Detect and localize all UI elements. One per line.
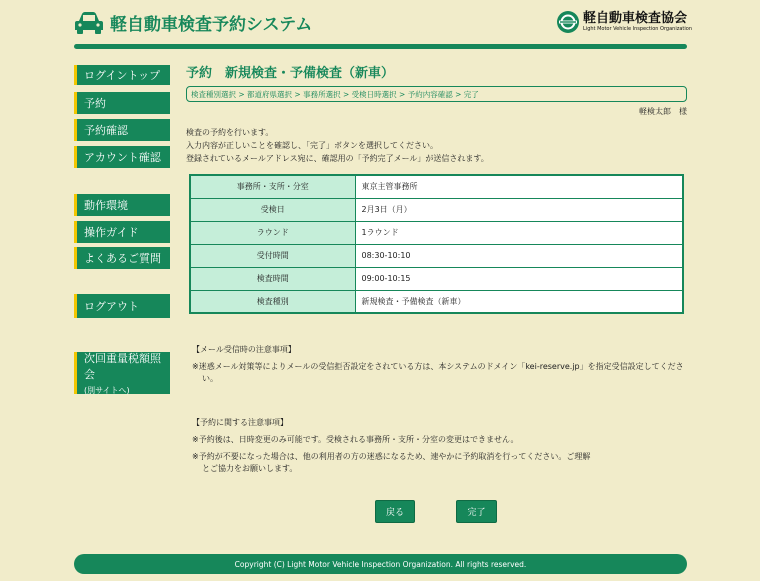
sidebar-item-label: ログイントップ [84, 69, 161, 82]
copyright-text: Copyright (C) Light Motor Vehicle Inspection Organization. All rights reserved. [234, 559, 527, 569]
breadcrumb: 検査種別選択 > 都道府県選択 > 事務所選択 > 受検日時選択 > 予約内容確認 > 完了 [186, 86, 687, 102]
site-title[interactable] [74, 10, 312, 35]
intro-line: 登録されているメールアドレス宛に、確認用の「予約完了メール」が送信されます。 [186, 154, 489, 163]
reservation-detail-table [189, 174, 684, 314]
table-row [190, 198, 683, 221]
sidebar-item-reserve[interactable] [74, 92, 170, 114]
detail-value: 新規検査・予備検査（新車） [355, 290, 683, 313]
sidebar-item-sublabel: (別サイトへ) [84, 386, 130, 395]
main-content [186, 62, 687, 473]
detail-value: 2月3日（月） [355, 198, 683, 221]
table-row [190, 221, 683, 244]
reserve-note-item: ※予約後は、日時変更のみ可能です。受検される事務所・支所・分室の変更はできません。 [192, 435, 519, 444]
detail-key: 事務所・支所・分室 [190, 175, 355, 198]
detail-key: 受付時間 [190, 244, 355, 267]
sidebar-item-label: 操作ガイド [84, 226, 139, 239]
org-emblem-icon [556, 10, 580, 34]
table-row [190, 267, 683, 290]
car-icon [74, 11, 104, 35]
sidebar-item-account-confirm[interactable] [74, 146, 170, 168]
detail-key: ラウンド [190, 221, 355, 244]
detail-value: 東京主管事務所 [355, 175, 683, 198]
sidebar-item-login-top[interactable] [74, 65, 170, 85]
intro-text [186, 126, 489, 165]
back-button[interactable]: 戻る [375, 500, 415, 523]
sidebar-item-label: ログアウト [84, 300, 139, 313]
reserve-notes-heading: 【予約に関する注意事項】 [192, 418, 288, 427]
reserve-note-item: ※予約が不要になった場合は、他の利用者の方の迷惑になるため、速やかに予約取消を行ってください。ご理解とご協力をお願いします。 [192, 452, 591, 473]
intro-line: 検査の予約を行います。 [186, 128, 274, 137]
mail-note-item: ※迷惑メール対策等によりメールの受信拒否設定をされている方は、本システムのドメイン「kei-reserve.jp」を指定受信設定してください。 [192, 362, 684, 383]
mail-notes [192, 344, 687, 390]
sidebar-item-label: 動作環境 [84, 199, 128, 212]
sidebar-item-guide[interactable] [74, 221, 170, 243]
page-title: 予約 新規検査・予備検査（新車） [186, 66, 395, 81]
sidebar-item-label: 次回重量税額照会 [84, 352, 161, 381]
sidebar-item-label: アカウント確認 [84, 151, 161, 164]
detail-value: 08:30-10:10 [355, 244, 683, 267]
header-divider [74, 44, 687, 49]
footer [74, 554, 687, 574]
org-name: 軽自動車検査協会 [583, 11, 688, 26]
sidebar-item-logout[interactable] [74, 294, 170, 318]
user-name: 軽検太郎 様 [639, 107, 687, 116]
detail-key: 検査時間 [190, 267, 355, 290]
sidebar-item-reserve-confirm[interactable] [74, 119, 170, 141]
sidebar-item-environment[interactable] [74, 194, 170, 216]
reserve-notes [192, 417, 592, 480]
table-row [190, 290, 683, 313]
complete-button[interactable]: 完了 [456, 500, 497, 523]
header [0, 0, 760, 50]
detail-value: 09:00-10:15 [355, 267, 683, 290]
sidebar-item-faq[interactable] [74, 247, 170, 269]
detail-value: 1ラウンド [355, 221, 683, 244]
sidebar-item-weight-tax-inquiry[interactable] [74, 352, 170, 394]
detail-key: 受検日 [190, 198, 355, 221]
mail-notes-heading: 【メール受信時の注意事項】 [192, 345, 296, 354]
sidebar-item-label: 予約確認 [84, 124, 128, 137]
site-title-text: 軽自動車検査予約システム [110, 15, 313, 35]
sidebar-item-label: よくあるご質問 [84, 252, 161, 265]
org-name-en: Light Motor Vehicle Inspection Organization [583, 26, 692, 32]
table-row [190, 244, 683, 267]
sidebar-item-label: 予約 [84, 97, 106, 110]
intro-line: 入力内容が正しいことを確認し、「完了」ボタンを選択してください。 [186, 141, 438, 150]
table-row [190, 175, 683, 198]
org-logo[interactable] [556, 10, 692, 34]
detail-key: 検査種別 [190, 290, 355, 313]
